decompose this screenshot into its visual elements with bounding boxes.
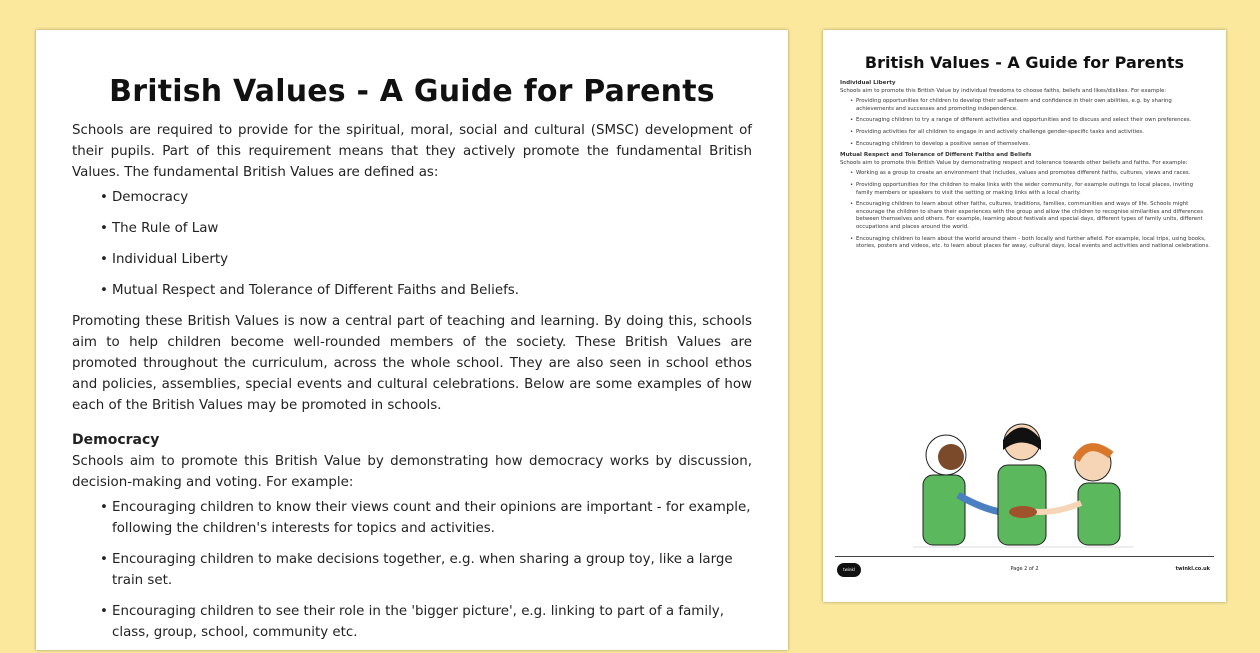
list-item: • Democracy xyxy=(112,187,752,208)
list-item: • Individual Liberty xyxy=(112,249,752,270)
respect-text: Schools aim to promote this British Value by demonstrating respect and tolerance towards other beliefs and faiths. For example: xyxy=(840,159,1188,166)
values-list xyxy=(72,187,752,301)
list-item: • Mutual Respect and Tolerance of Different Faiths and Beliefs. xyxy=(112,280,752,301)
list-item: • Encouraging children to make decisions together, e.g. when sharing a group toy, like a large train set. xyxy=(112,549,752,591)
page-number: Page 2 of 2 xyxy=(1010,566,1039,572)
twinkl-logo: twinkl xyxy=(837,563,861,577)
promoting-paragraph: Promoting these British Values is now a central part of teaching and learning. By doing this, schools aim to help children become well-rounded members of the society. These British Values are promoted throughout the curriculum, across the whole school. They are also seen in school ethos and policies, assemblies, special events and cultural celebrations. Below are some examples of how each of the British Values may be promoted in schools. xyxy=(72,314,752,413)
democracy-heading: Democracy xyxy=(72,432,160,448)
respect-heading: Mutual Respect and Tolerance of Different Faiths and Beliefs xyxy=(840,152,1032,159)
list-item: • Encouraging children to develop a positive sense of themselves. xyxy=(856,141,1210,149)
stacked-hands xyxy=(1009,506,1037,518)
list-item: • Encouraging children to learn about other faiths, cultures, traditions, families, communities and ways of life. Schools might encourage the children to share their experiences with the group and allow the children to recognise similarities and differences between themselves and others. For example, learning about festivals and special days, different types of family units, different occupations and places around the world. xyxy=(856,201,1210,231)
liberty-list xyxy=(840,98,1210,148)
respect-list xyxy=(840,170,1210,250)
list-item: • Working as a group to create an environment that includes, values and promotes different faiths, cultures, views and races. xyxy=(856,170,1210,178)
list-item: • Encouraging children to try a range of different activities and opportunities and to discuss and select their own preferences. xyxy=(856,117,1210,125)
list-item: • Providing opportunities for children to develop their self-esteem and confidence in their own abilities, e.g. by sharing achievements and successes and promoting independence. xyxy=(856,98,1210,113)
list-item: • The Rule of Law xyxy=(112,218,752,239)
list-item: • Encouraging children to learn about the world around them - both locally and further afield. For example, local trips, using books, stories, posters and videos, etc. to learn about places far away, cultural days, local events and activities and national celebrations. xyxy=(856,236,1210,251)
list-item: • Encouraging children to see their role in the 'bigger picture', e.g. linking to part of a family, class, group, school, community etc. xyxy=(112,601,752,643)
document-page-2 xyxy=(823,30,1226,602)
intro-paragraph: Schools are required to provide for the spiritual, moral, social and cultural (SMSC) development of their pupils. Part of this requirement means that they actively promote the fundamental British Values. The fundamental British Values are defined as: xyxy=(72,123,752,180)
democracy-text: Schools aim to promote this British Value by demonstrating how democracy works by discussion, decision-making and voting. For example: xyxy=(72,454,752,490)
list-item: • Providing activities for all children to engage in and actively challenge gender-specific tasks and activities. xyxy=(856,129,1210,137)
page-title: British Values - A Guide for Parents xyxy=(864,53,1185,72)
document-page-1 xyxy=(36,30,788,650)
children-illustration xyxy=(913,415,1133,555)
footer-url: twinkl.co.uk xyxy=(1175,566,1210,572)
child-middle xyxy=(998,424,1046,545)
list-item: • Encouraging children to know their views count and their opinions are important - for example, following the children's interests for topics and activities. xyxy=(112,497,752,539)
liberty-text: Schools aim to promote this British Value by individual freedoms to choose faiths, beliefs and likes/dislikes. For example: xyxy=(840,87,1167,94)
page-title: British Values - A Guide for Parents xyxy=(109,74,715,109)
liberty-heading: Individual Liberty xyxy=(840,80,896,86)
footer-divider xyxy=(835,556,1214,557)
democracy-list xyxy=(72,497,752,643)
list-item: • Providing opportunities for the children to make links with the wider community, for example outings to local places, inviting family members or speakers to visit the setting or making links with a local charity. xyxy=(856,182,1210,197)
